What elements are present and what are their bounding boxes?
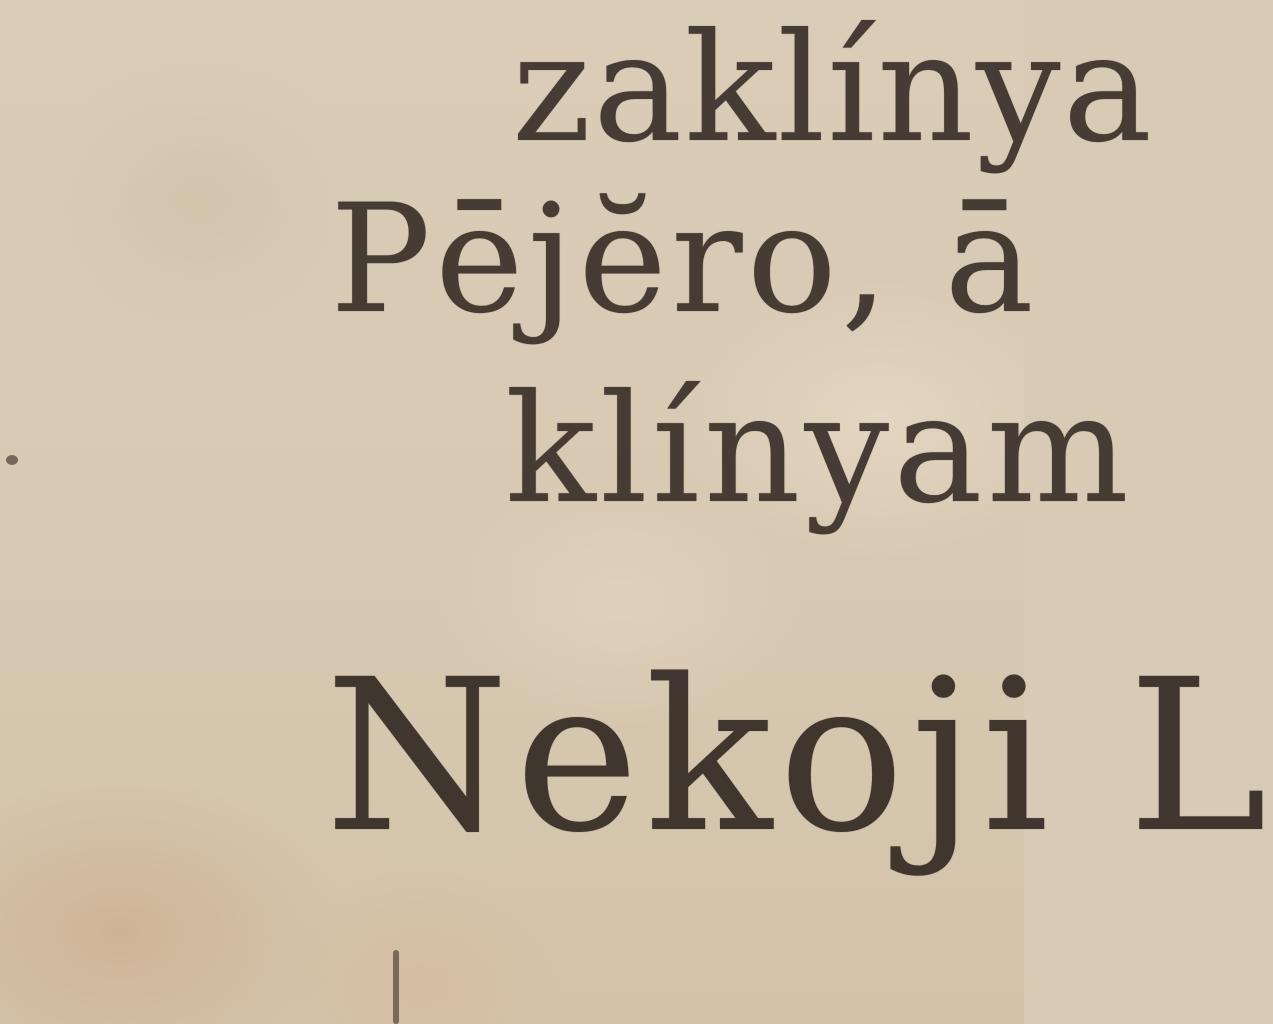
text-line-3: klínyam — [505, 363, 1133, 537]
ink-speck — [6, 455, 18, 465]
text-line-4: Nekoji L — [325, 634, 1273, 879]
text-line-2: Pējĕro, ā — [330, 173, 1038, 347]
text-line-1: zaklínya — [512, 2, 1155, 176]
ink-stroke-mark — [393, 950, 399, 1024]
